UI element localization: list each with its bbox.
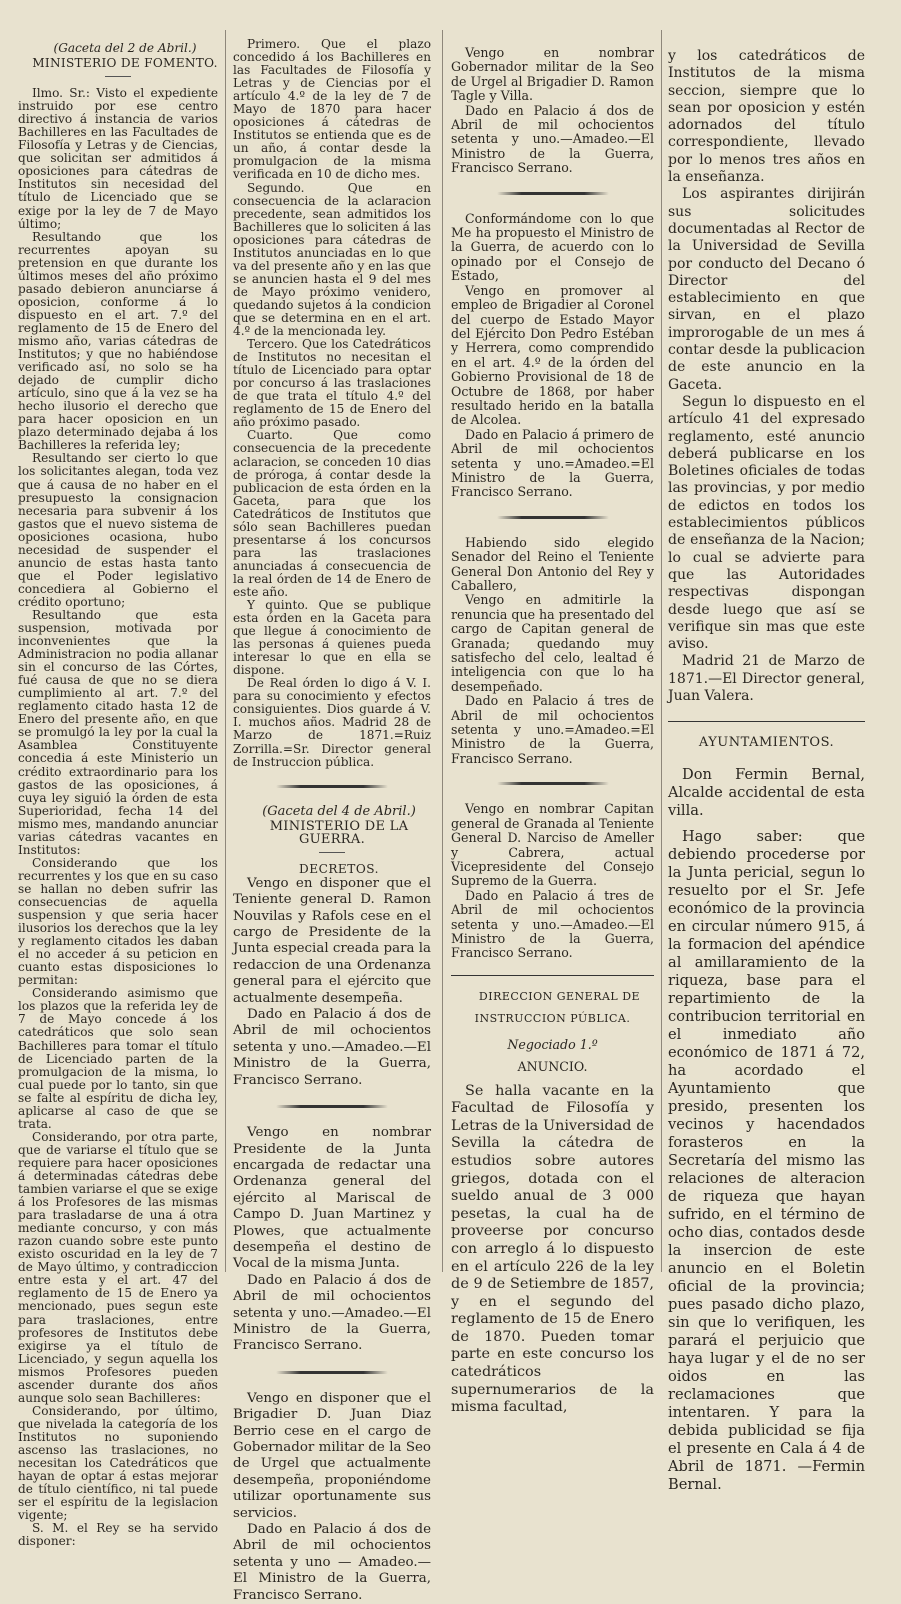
column-4 (668, 48, 865, 1493)
paragraph: S. M. el Rey se ha servido disponer: (18, 1521, 218, 1549)
direccion-heading: DIRECCION GENERAL DE INSTRUCCION PÚBLICA. (474, 989, 641, 1025)
ayuntamientos-heading: AYUNTAMIENTOS. (698, 735, 835, 751)
paragraph: Tercero. Que los Catedráticos de Institutos no necesitan el título de Licenciado para optar por concurso á las traslaciones de que trata el título 4.º del reglamento de 15 de Enero del año próximo pasado. (233, 337, 431, 430)
decree-signature: Dado en Palacio á dos de Abril de mil ochocientos setenta y uno.—Amadeo.—El Ministro de la Guerra, Francisco Serrano. (451, 102, 654, 176)
column-3 (451, 45, 654, 1416)
signature: Madrid 21 de Marzo de 1871.—El Director general, Juan Valera. (668, 653, 865, 704)
paragraph: Considerando, por otra parte, que de variarse el título que se requiere para hacer oposiciones á determinadas cátedras debe tambien variarse el que se exige á los Profesores de las mismas para trasladarse de una á otra mediante concurso, y con más razon cuando sobre este punto existo oscuridad en la ley de 7 de Mayo último, y contradiccion entre esta y el art. 47 del reglamento de 15 de Enero ya mencionado, pues segun este para traslaciones, entre profesores de Institutos debe exigirse ya el título de Licenciado, y segun aquella los mismos Profesores pueden ascender durante dos años aunque solo sean Bachilleres: (18, 1129, 218, 1405)
column-divider (661, 30, 662, 1272)
decretos-heading: DECRETOS. (299, 861, 379, 876)
paragraph: Resultando que esta suspension, motivada por inconvenientes que la Administracion no podia allanar sin el concurso de las Córtes, fué causa de que no se diera cumplimiento al art. 7.º del reglamento citado hasta 12 de Enero del presente año, en que se promulgó la ley por la cual la Asamblea Constituyente concedia á este Ministerio un crédito extraordinario para los gastos de las oposiciones, á cuya ley siguió la órden de esta Superioridad, fecha 14 del mismo mes, mandando anunciar varias cátedras vacantes en Institutos: (18, 607, 218, 857)
decree-text: Vengo en disponer que el Teniente general D. Ramon Nouvilas y Rafols cese en el cargo de Presidente de la Junta especial creada para la redaccion de una Ordenanza general para el ejército que actualmente desempeña. (233, 875, 431, 1006)
paragraph: Considerando que los recurrentes y los que en su caso se hallan no deben sufrir las consecuencias de aquella suspension y que seria hacer ilusorios los derechos que la ley y reglamento citados les daban el no acceder á su peticion en cuanto estas disposiciones lo permitan: (18, 855, 218, 988)
column-2 (233, 37, 431, 1603)
paragraph: Segundo. Que en consecuencia de la aclaracion precedente, sean admitidos los Bachilleres que lo soliciten á las oposiciones para cátedras de Institutos anunciadas en lo que va del presente año y en las que se anuncien hasta el 9 del mes de Mayo próximo venidero, quedando sujetos á la condicion que se determina en en el art. 4.º de la mencionada ley. (233, 180, 431, 339)
section-rule (668, 721, 865, 722)
column-divider (442, 30, 443, 1272)
paragraph: Resultando que los recurrentes apoyan su pretension en que durante los últimos meses del año próximo pasado debieron anunciarse á oposicion, conforme á lo dispuesto en el art. 7.º del reglamento de 15 de Enero del mismo año, varias cátedras de Institutos; y que no habiéndose verificado así, no solo se ha dejado de cumplir dicho artículo, sino que á la vez se ha hecho ilusorio el derecho que para hacer oposicion en un plazo determinado dejaba á los Bachilleres la referida ley; (18, 229, 218, 453)
paragraph: Primero. Que el plazo concedido á los Bachilleres en las Facultades de Filosofía y Letras y de Ciencias por el artículo 4.º de la ley de 7 de Mayo de 1870 para hacer oposiciones á cátedras de Institutos se entienda que es de un año, á contar desde la promulgacion de la misma verificada en 10 de dicho mes. (233, 37, 431, 182)
ornamental-rule (497, 516, 609, 519)
decree-signature: Dado en Palacio á dos de Abril de mil ochocientos setenta y uno — Amadeo.—El Ministro de la Guerra, Francisco Serrano. (233, 1522, 431, 1603)
paragraph: Cuarto. Que como consecuencia de la precedente aclaracion, se conceden 10 dias de prórog​a, á contar desde la publicacion de esta órden en la Gaceta, para que los Catedráticos de Institutos que sólo sean Bachilleres puedan presentarse á los concursos para las traslaciones anunciadas á consecuencia de la real órden de 14 de Enero de este año. (233, 428, 431, 599)
decree-signature: Dado en Palacio á primero de Abril de mil ochocientos setenta y uno.=Amadeo.=El Ministro de la Guerra, Francisco Serrano. (451, 426, 654, 500)
decree-text: Habiendo sido elegido Senador del Reino el Teniente General Don Antonio del Rey y Caballero, (451, 534, 654, 593)
paragraph: Hago saber: que debiendo procederse por la Junta pericial, segun lo resuelto por el Sr. Jefe económico de la provincia en circular número 915, á la formacion del apéndice al amillaramiento de la riqueza, base para el repartimiento de la contribucion territorial en el inmediato año económico de 1871 á 72, ha acordado el Ayuntamiento que presido, presenten los vecinos y hacendados forasteros en la Secretaría del mismo las relaciones de alteracion de riqueza que hayan sufrido, en el término de ocho dias, contados desde la insercion de este anuncio en el Boletin oficial de la provincia; pues pasado dicho plazo, sin que lo verifiquen, les parará el perjuicio que haya lugar y el de no ser oidos en las reclamaciones que intentaren. Y para la debida publicidad se fija el presente en Cala á 4 de Abril de 1871. —Fermin Bernal. (668, 827, 865, 1493)
paragraph: Considerando, por último, que nivelada la categoría de los Institutos no suponiendo ascenso las traslaciones, no necesitan los Catedráticos que hayan de optar á estas mejorar de título científico, ni tal puede ser el espíritu de la legislacion vigente; (18, 1403, 218, 1523)
decree-text: Vengo en nombrar Gobernador militar de la Seo de Urgel al Brigadier D. Ramon Tagle y Villa. (451, 45, 654, 104)
divider (319, 852, 345, 853)
ornamental-rule (276, 785, 388, 788)
paragraph: Segun lo dispuesto en el artículo 41 del expresado reglamento, esté anuncio deberá publicarse en los Boletines oficiales de todas las provincias, y por medio de edictos en todos los establecimientos públicos de enseñanza de la Nacion; lo cual se advierte para que las Autoridades respectivas dispongan desde luego que así se verifique sin mas que este aviso. (668, 393, 865, 653)
divider (105, 76, 131, 77)
negociado-label: Negociado 1.º (507, 1036, 598, 1052)
mayor-line: Don Fermin Bernal, Alcalde accidental de esta villa. (668, 765, 865, 819)
gazette-date: (Gaceta del 4 de Abril.) (262, 803, 416, 819)
anuncio-heading: ANUNCIO. (517, 1059, 588, 1075)
column-divider (225, 30, 226, 1272)
column-1 (18, 38, 218, 1549)
ornamental-rule (497, 192, 609, 195)
decree-signature: Dado en Palacio á dos de Abril de mil ochocientos setenta y uno.—Amadeo.—El Ministro de la Guerra, Francisco Serrano. (233, 1007, 431, 1088)
decree-text: Vengo en nombrar Capitan general de Granada al Teniente General D. Narciso de Ameller y Cabrera, actual Vicepresidente del Consejo Supremo de la Guerra. (451, 801, 654, 889)
ornamental-rule (497, 782, 609, 785)
decree-text: Vengo en nombrar Presidente de la Junta encargada de redactar una Ordenanza general del ejército al Mariscal de Campo D. Juan Martinez y Plowes, que actualmente desempeña el destino de Vocal de la misma Junta. (233, 1125, 431, 1272)
paragraph: Los aspirantes dirijirán sus solicitudes documentadas al Rector de la Universidad de Sevilla por conducto del Decano ó Director del establecimiento en que sirvan, en el plazo improrogable de un mes á contar desde la publicacion de este anuncio en la Gaceta. (668, 186, 865, 393)
section-rule (451, 975, 654, 976)
decree-signature: Dado en Palacio á tres de Abril de mil ochocientos setenta y uno.—Amadeo.—El Ministro de la Guerra, Francisco Serrano. (451, 887, 654, 961)
paragraph: Resultando ser cierto lo que los solicitantes alegan, toda vez que á causa de no haber en el presupuesto la consignacion necesaria para subvenir á los gastos que el nuevo sistema de oposiciones ocasiona, hubo necesidad de suspender el anuncio de estas hasta tanto que el Poder legislativo concediera al Gobierno el crédito oportuno; (18, 451, 218, 609)
ministry-heading: MINISTERIO DE FOMENTO. (32, 56, 218, 71)
ornamental-rule (276, 1105, 388, 1108)
decree-signature: Dado en Palacio á tres de Abril de mil ochocientos setenta y uno.=Amadeo.=El Ministro de la Guerra, Francisco Serrano. (451, 693, 654, 766)
paragraph: Y quinto. Que se publique esta órden en la Gaceta para que llegue á conocimiento de las personas á quienes pueda interesar lo que en ella se dispone. (233, 598, 431, 678)
decree-text: Vengo en promover al empleo de Brigadier al Coronel del cuerpo de Estado Mayor del Ejército Don Pedro Estéban y Herrera, como comprendido en el art. 4.º de la órden del Gobierno Provisional de 18 de Octubre de 1868, por haber resultado herido en la batalla de Alcolea. (451, 282, 654, 428)
decree-text: Conformándome con lo que Me ha propuesto el Ministro de la Guerra, de acuerdo con lo opinado por el Consejo de Estado, (451, 210, 654, 284)
decree-text: Vengo en admitirle la renuncia que ha presentado del cargo de Capitan general de Granada; quedando muy satisfecho del celo, lealtad é inteligencia con que lo ha desempeñado. (451, 592, 654, 694)
anuncio-text: Se halla vacante en la Facultad de Filosofía y Letras de la Universidad de Sevilla la cátedra de estudios sobre autores griegos, dotada con el sueldo anual de 3 000 pesetas, la cual ha de proveerse por concurso con arreglo á lo dispuesto en el artículo 226 de la ley de 9 de Setiembre de 1857, y en el segundo del reglamento de 15 de Enero de 1870. Pueden tomar parte en este concurso los catedráticos supernumerarios de la misma facultad, (451, 1082, 654, 1416)
paragraph: Considerando asimismo que los plazos que la referida ley de 7 de Mayo concede á los catedráticos que solo sean Bachilleres para tomar el título de Licenciado parten de la promulgacion de la misma, lo cual puede por lo tanto, sin que se falte al espíritu de dicha ley, aplicarse al caso de que se trata. (18, 986, 218, 1131)
paragraph: y los catedráticos de Institutos de la misma seccion, siempre que lo sean por oposicion y estén adornados del título correspondiente, llevado por lo menos tres años en la enseñanza. (668, 48, 865, 186)
gazette-date: (Gaceta del 2 de Abril.) (53, 41, 197, 55)
ministry-heading: MINISTERIO DE LA GUERRA. (269, 818, 409, 847)
paragraph: Ilmo. Sr.: Visto el expediente instruido por ese centro directivo á instancia de varios Bachilleres en las Facultades de Filosofía y Letras y de Ciencias, que solicitan ser admitidos á oposiciones para cátedras de Institutos sin necesidad del título de Licenciado que se exige por la ley de 7 de Mayo último; (18, 86, 218, 231)
decree-text: Vengo en disponer que el Brigadier D. Juan Diaz Berrio cese en el cargo de Gobernador militar de la Seo de Urgel que actualmente desempeña, proponiéndome utilizar oportunamente sus servicios. (233, 1390, 431, 1521)
ornamental-rule (276, 1371, 388, 1374)
decree-signature: Dado en Palacio á dos de Abril de mil ochocientos setenta y uno.—Amadeo.—El Ministro de la Guerra, Francisco Serrano. (233, 1272, 431, 1354)
paragraph: De Real órden lo digo á V. I. para su conocimiento y efectos consiguientes. Dios guarde á V. I. muchos años. Madrid 28 de Marzo de 1871.=Ruiz Zorrilla.=Sr. Director general de Instruccion pública. (233, 676, 431, 769)
